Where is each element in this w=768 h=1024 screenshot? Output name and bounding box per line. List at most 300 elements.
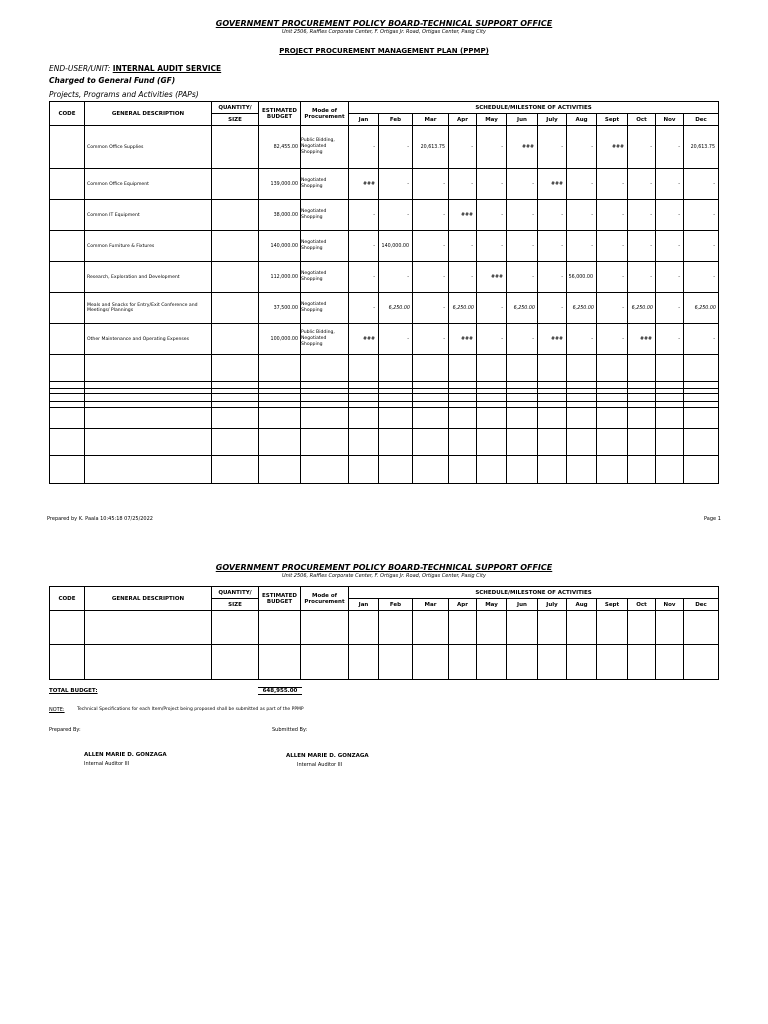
empty-cell xyxy=(212,394,259,402)
empty-cell xyxy=(538,645,567,680)
col-month-aug: Aug xyxy=(567,599,597,611)
month-cell: - xyxy=(628,169,656,200)
empty-row xyxy=(50,394,719,402)
empty-cell xyxy=(684,456,719,484)
empty-cell xyxy=(684,611,719,645)
col-size: SIZE xyxy=(212,599,259,611)
col-quantity: QUANTITY/ xyxy=(212,102,259,114)
month-cell: - xyxy=(597,293,628,324)
empty-cell xyxy=(349,611,379,645)
empty-cell xyxy=(349,355,379,382)
mode-cell: Negotiated Shopping xyxy=(301,231,349,262)
empty-row xyxy=(50,408,719,429)
budget-cell: 140,000.00 xyxy=(259,231,301,262)
month-cell: - xyxy=(477,126,507,169)
empty-cell xyxy=(477,429,507,456)
empty-cell xyxy=(538,355,567,382)
month-cell: - xyxy=(567,200,597,231)
empty-cell xyxy=(349,382,379,389)
empty-cell xyxy=(567,429,597,456)
col-month-mar: Mar xyxy=(413,599,449,611)
ppmp-table-continued xyxy=(49,586,719,680)
total-budget-label: TOTAL BUDGET: xyxy=(49,688,98,694)
month-cell: 6,250.00 xyxy=(628,293,656,324)
empty-cell xyxy=(567,355,597,382)
empty-row xyxy=(50,355,719,382)
table-body xyxy=(50,126,719,484)
empty-cell xyxy=(413,355,449,382)
col-budget: ESTIMATED BUDGET xyxy=(259,587,301,611)
code-cell xyxy=(50,200,85,231)
col-schedule: SCHEDULE/MILESTONE OF ACTIVITIES xyxy=(349,102,719,114)
empty-cell xyxy=(597,382,628,389)
col-month-sept: Sept xyxy=(597,599,628,611)
month-cell: - xyxy=(449,231,477,262)
col-month-jan: Jan xyxy=(349,599,379,611)
empty-cell xyxy=(301,456,349,484)
plan-title: PROJECT PROCUREMENT MANAGEMENT PLAN (PPMP) xyxy=(279,47,489,55)
month-cell: - xyxy=(507,200,538,231)
month-cell: - xyxy=(656,324,684,355)
empty-row xyxy=(50,611,719,645)
end-user-label: END-USER/UNIT: xyxy=(49,64,111,73)
paps-label: Projects, Programs and Activities (PAPs) xyxy=(49,90,199,99)
empty-cell xyxy=(538,429,567,456)
empty-cell xyxy=(628,429,656,456)
empty-cell xyxy=(85,394,212,402)
empty-cell xyxy=(413,408,449,429)
col-budget: ESTIMATED BUDGET xyxy=(259,102,301,126)
mode-cell: Negotiated Shopping xyxy=(301,293,349,324)
empty-cell xyxy=(538,382,567,389)
empty-cell xyxy=(597,429,628,456)
empty-cell xyxy=(50,645,85,680)
empty-cell xyxy=(477,408,507,429)
submitted-name: ALLEN MARIE D. GONZAGA xyxy=(286,753,369,759)
month-cell: - xyxy=(477,200,507,231)
col-month-july: July xyxy=(538,599,567,611)
month-cell: - xyxy=(349,126,379,169)
month-cell: - xyxy=(413,262,449,293)
submitted-title: Internal Auditor III xyxy=(297,762,343,768)
quantity-cell xyxy=(212,231,259,262)
col-month-nov: Nov xyxy=(656,114,684,126)
empty-row xyxy=(50,456,719,484)
code-cell xyxy=(50,231,85,262)
budget-cell: 100,000.00 xyxy=(259,324,301,355)
empty-row xyxy=(50,429,719,456)
empty-cell xyxy=(477,456,507,484)
col-month-may: May xyxy=(477,114,507,126)
empty-cell xyxy=(259,382,301,389)
col-size: SIZE xyxy=(212,114,259,126)
col-month-may: May xyxy=(477,599,507,611)
empty-cell xyxy=(85,645,212,680)
end-user-line xyxy=(49,64,221,73)
month-cell: ### xyxy=(597,126,628,169)
empty-cell xyxy=(507,429,538,456)
empty-cell xyxy=(684,382,719,389)
month-cell: - xyxy=(567,126,597,169)
empty-cell xyxy=(85,355,212,382)
empty-cell xyxy=(413,382,449,389)
month-cell: ### xyxy=(449,200,477,231)
month-cell: - xyxy=(507,231,538,262)
empty-cell xyxy=(349,645,379,680)
empty-cell xyxy=(628,382,656,389)
quantity-cell xyxy=(212,169,259,200)
month-cell: ### xyxy=(507,126,538,169)
col-month-jan: Jan xyxy=(349,114,379,126)
empty-cell xyxy=(50,355,85,382)
month-cell: - xyxy=(538,126,567,169)
month-cell: ### xyxy=(349,169,379,200)
month-cell: - xyxy=(567,324,597,355)
month-cell: - xyxy=(684,200,719,231)
empty-cell xyxy=(259,355,301,382)
empty-cell xyxy=(301,394,349,402)
month-cell: - xyxy=(567,169,597,200)
month-cell: - xyxy=(413,293,449,324)
month-cell: - xyxy=(349,262,379,293)
empty-cell xyxy=(413,429,449,456)
empty-cell xyxy=(538,394,567,402)
empty-cell xyxy=(85,382,212,389)
month-cell: - xyxy=(349,293,379,324)
month-cell: 6,250.00 xyxy=(684,293,719,324)
month-cell: - xyxy=(684,324,719,355)
empty-cell xyxy=(413,645,449,680)
month-cell: - xyxy=(413,231,449,262)
description-cell: Meals and Snacks for Entry/Exit Conference and Meetings/ Plannings xyxy=(85,293,212,324)
office-title: GOVERNMENT PROCUREMENT POLICY BOARD-TECHNICAL SUPPORT OFFICE xyxy=(215,19,553,28)
col-month-apr: Apr xyxy=(449,599,477,611)
code-cell xyxy=(50,126,85,169)
code-cell xyxy=(50,262,85,293)
month-cell: 6,250.00 xyxy=(567,293,597,324)
month-cell: - xyxy=(477,231,507,262)
quantity-cell xyxy=(212,200,259,231)
month-cell: - xyxy=(477,293,507,324)
empty-cell xyxy=(301,611,349,645)
month-cell: - xyxy=(628,231,656,262)
empty-cell xyxy=(538,456,567,484)
table-row xyxy=(50,126,719,169)
month-cell: ### xyxy=(538,324,567,355)
empty-cell xyxy=(449,355,477,382)
description-cell: Common Office Supplies xyxy=(85,126,212,169)
col-month-mar: Mar xyxy=(413,114,449,126)
month-cell: - xyxy=(597,324,628,355)
col-month-aug: Aug xyxy=(567,114,597,126)
empty-cell xyxy=(507,408,538,429)
empty-cell xyxy=(507,645,538,680)
empty-cell xyxy=(628,355,656,382)
month-cell: - xyxy=(656,126,684,169)
empty-cell xyxy=(259,408,301,429)
month-cell: - xyxy=(597,262,628,293)
budget-cell: 139,000.00 xyxy=(259,169,301,200)
empty-cell xyxy=(379,408,413,429)
col-month-july: July xyxy=(538,114,567,126)
empty-cell xyxy=(567,382,597,389)
month-cell: - xyxy=(628,200,656,231)
mode-cell: Public Bidding, Negotiated Shopping xyxy=(301,126,349,169)
empty-cell xyxy=(656,645,684,680)
month-cell: - xyxy=(379,262,413,293)
month-cell: 20,613.75 xyxy=(684,126,719,169)
description-cell: Other Maintenance and Operating Expenses xyxy=(85,324,212,355)
month-cell: 6,250.00 xyxy=(379,293,413,324)
description-cell: Common Office Equipment xyxy=(85,169,212,200)
empty-cell xyxy=(597,611,628,645)
empty-cell xyxy=(379,355,413,382)
mode-cell: Negotiated Shopping xyxy=(301,200,349,231)
table-body-2 xyxy=(50,611,719,680)
empty-cell xyxy=(301,645,349,680)
month-cell: 20,613.75 xyxy=(413,126,449,169)
empty-cell xyxy=(477,394,507,402)
empty-cell xyxy=(449,429,477,456)
empty-cell xyxy=(301,355,349,382)
month-cell: - xyxy=(507,169,538,200)
description-cell: Research, Exploration and Development xyxy=(85,262,212,293)
month-cell: ### xyxy=(449,324,477,355)
quantity-cell xyxy=(212,126,259,169)
col-description: GENERAL DESCRIPTION xyxy=(85,102,212,126)
month-cell: - xyxy=(449,126,477,169)
prepared-name: ALLEN MARIE D. GONZAGA xyxy=(84,752,167,758)
month-cell: 56,000.00 xyxy=(567,262,597,293)
empty-cell xyxy=(413,394,449,402)
empty-cell xyxy=(349,429,379,456)
empty-cell xyxy=(212,355,259,382)
empty-cell xyxy=(449,611,477,645)
empty-cell xyxy=(628,408,656,429)
empty-cell xyxy=(656,394,684,402)
empty-cell xyxy=(50,611,85,645)
empty-cell xyxy=(259,429,301,456)
month-cell: - xyxy=(597,200,628,231)
empty-cell xyxy=(50,456,85,484)
empty-cell xyxy=(212,429,259,456)
empty-row xyxy=(50,382,719,389)
empty-cell xyxy=(597,408,628,429)
empty-cell xyxy=(449,645,477,680)
empty-cell xyxy=(349,456,379,484)
empty-cell xyxy=(212,611,259,645)
table-row xyxy=(50,200,719,231)
note-label: NOTE: xyxy=(49,707,65,713)
month-cell: - xyxy=(538,293,567,324)
empty-cell xyxy=(597,355,628,382)
empty-cell xyxy=(628,394,656,402)
empty-cell xyxy=(259,645,301,680)
empty-cell xyxy=(259,394,301,402)
quantity-cell xyxy=(212,262,259,293)
empty-cell xyxy=(567,645,597,680)
empty-cell xyxy=(684,645,719,680)
empty-cell xyxy=(85,429,212,456)
col-description: GENERAL DESCRIPTION xyxy=(85,587,212,611)
table-row xyxy=(50,324,719,355)
empty-cell xyxy=(349,408,379,429)
col-month-feb: Feb xyxy=(379,599,413,611)
empty-cell xyxy=(477,611,507,645)
month-cell: - xyxy=(538,262,567,293)
empty-cell xyxy=(477,382,507,389)
empty-cell xyxy=(413,456,449,484)
empty-cell xyxy=(567,394,597,402)
end-user-value: INTERNAL AUDIT SERVICE xyxy=(112,64,222,73)
col-mode: Mode of Procurement xyxy=(301,102,349,126)
empty-cell xyxy=(259,456,301,484)
code-cell xyxy=(50,324,85,355)
fund-label: Charged to General Fund (GF) xyxy=(49,76,176,85)
month-cell: - xyxy=(379,169,413,200)
empty-cell xyxy=(379,429,413,456)
month-cell: - xyxy=(656,293,684,324)
col-code: CODE xyxy=(50,587,85,611)
empty-cell xyxy=(567,408,597,429)
month-cell: - xyxy=(684,262,719,293)
empty-cell xyxy=(507,355,538,382)
month-cell: 6,250.00 xyxy=(449,293,477,324)
mode-cell: Negotiated Shopping xyxy=(301,169,349,200)
month-cell: - xyxy=(477,324,507,355)
empty-cell xyxy=(50,429,85,456)
month-cell: 6,250.00 xyxy=(507,293,538,324)
empty-cell xyxy=(301,408,349,429)
empty-cell xyxy=(301,429,349,456)
empty-cell xyxy=(597,645,628,680)
prepared-by-label: Prepared By: xyxy=(49,727,81,733)
empty-cell xyxy=(656,355,684,382)
page-number: Page 1 xyxy=(704,516,721,522)
empty-cell xyxy=(597,394,628,402)
month-cell: - xyxy=(379,126,413,169)
office-address: Unit 2506, Raffles Corporate Center, F. Ortigas Jr. Road, Ortigas Center, Pasig City xyxy=(282,29,486,35)
empty-cell xyxy=(50,382,85,389)
description-cell: Common Furniture & Fixtures xyxy=(85,231,212,262)
month-cell: - xyxy=(349,231,379,262)
empty-cell xyxy=(628,611,656,645)
empty-cell xyxy=(50,408,85,429)
empty-cell xyxy=(349,394,379,402)
ppmp-table xyxy=(49,101,719,484)
budget-cell: 38,000.00 xyxy=(259,200,301,231)
empty-cell xyxy=(85,408,212,429)
mode-cell: Negotiated Shopping xyxy=(301,262,349,293)
empty-cell xyxy=(212,645,259,680)
table-row xyxy=(50,169,719,200)
month-cell: ### xyxy=(477,262,507,293)
month-cell: - xyxy=(449,169,477,200)
month-cell: - xyxy=(656,169,684,200)
empty-cell xyxy=(379,382,413,389)
empty-cell xyxy=(597,456,628,484)
month-cell: - xyxy=(567,231,597,262)
empty-cell xyxy=(449,382,477,389)
empty-cell xyxy=(684,394,719,402)
col-month-jun: Jun xyxy=(507,114,538,126)
empty-cell xyxy=(477,355,507,382)
month-cell: - xyxy=(538,200,567,231)
empty-cell xyxy=(567,456,597,484)
col-month-jun: Jun xyxy=(507,599,538,611)
budget-cell: 82,455.00 xyxy=(259,126,301,169)
empty-cell xyxy=(656,456,684,484)
empty-cell xyxy=(628,456,656,484)
table-row xyxy=(50,262,719,293)
empty-cell xyxy=(449,456,477,484)
office-address-2: Unit 2506, Raffles Corporate Center, F. Ortigas Jr. Road, Ortigas Center, Pasig City xyxy=(282,573,486,579)
empty-row xyxy=(50,645,719,680)
month-cell: - xyxy=(413,200,449,231)
empty-cell xyxy=(477,645,507,680)
col-month-feb: Feb xyxy=(379,114,413,126)
empty-cell xyxy=(301,382,349,389)
empty-cell xyxy=(567,611,597,645)
empty-cell xyxy=(379,456,413,484)
prepared-by-footer: Prepared by K. Paala 10:45:18 07/25/2022 xyxy=(47,516,153,522)
month-cell: - xyxy=(507,262,538,293)
empty-cell xyxy=(538,611,567,645)
total-budget-value: 648,955.00 xyxy=(258,687,302,695)
empty-cell xyxy=(449,394,477,402)
col-quantity: QUANTITY/ xyxy=(212,587,259,599)
month-cell: - xyxy=(349,200,379,231)
month-cell: - xyxy=(477,169,507,200)
budget-cell: 112,000.00 xyxy=(259,262,301,293)
empty-cell xyxy=(212,382,259,389)
empty-cell xyxy=(628,645,656,680)
month-cell: - xyxy=(628,126,656,169)
col-month-oct: Oct xyxy=(628,114,656,126)
col-schedule: SCHEDULE/MILESTONE OF ACTIVITIES xyxy=(349,587,719,599)
empty-cell xyxy=(538,408,567,429)
empty-cell xyxy=(507,382,538,389)
description-cell: Common IT Equipment xyxy=(85,200,212,231)
month-cell: ### xyxy=(628,324,656,355)
table-row xyxy=(50,231,719,262)
empty-cell xyxy=(507,611,538,645)
prepared-title: Internal Auditor III xyxy=(84,761,130,767)
empty-cell xyxy=(684,408,719,429)
month-cell: - xyxy=(413,169,449,200)
empty-cell xyxy=(85,611,212,645)
empty-cell xyxy=(379,394,413,402)
mode-cell: Public Bidding, Negotiated Shopping xyxy=(301,324,349,355)
quantity-cell xyxy=(212,293,259,324)
col-month-oct: Oct xyxy=(628,599,656,611)
empty-cell xyxy=(413,611,449,645)
month-cell: 140,000.00 xyxy=(379,231,413,262)
quantity-cell xyxy=(212,324,259,355)
empty-cell xyxy=(212,456,259,484)
col-month-apr: Apr xyxy=(449,114,477,126)
submitted-by-label: Submitted By: xyxy=(272,727,308,733)
col-month-dec: Dec xyxy=(684,599,719,611)
empty-cell xyxy=(507,394,538,402)
office-title-2: GOVERNMENT PROCUREMENT POLICY BOARD-TECHNICAL SUPPORT OFFICE xyxy=(215,563,553,572)
empty-cell xyxy=(259,611,301,645)
empty-cell xyxy=(656,408,684,429)
table-row xyxy=(50,293,719,324)
month-cell: - xyxy=(684,169,719,200)
month-cell: - xyxy=(656,231,684,262)
empty-cell xyxy=(656,429,684,456)
